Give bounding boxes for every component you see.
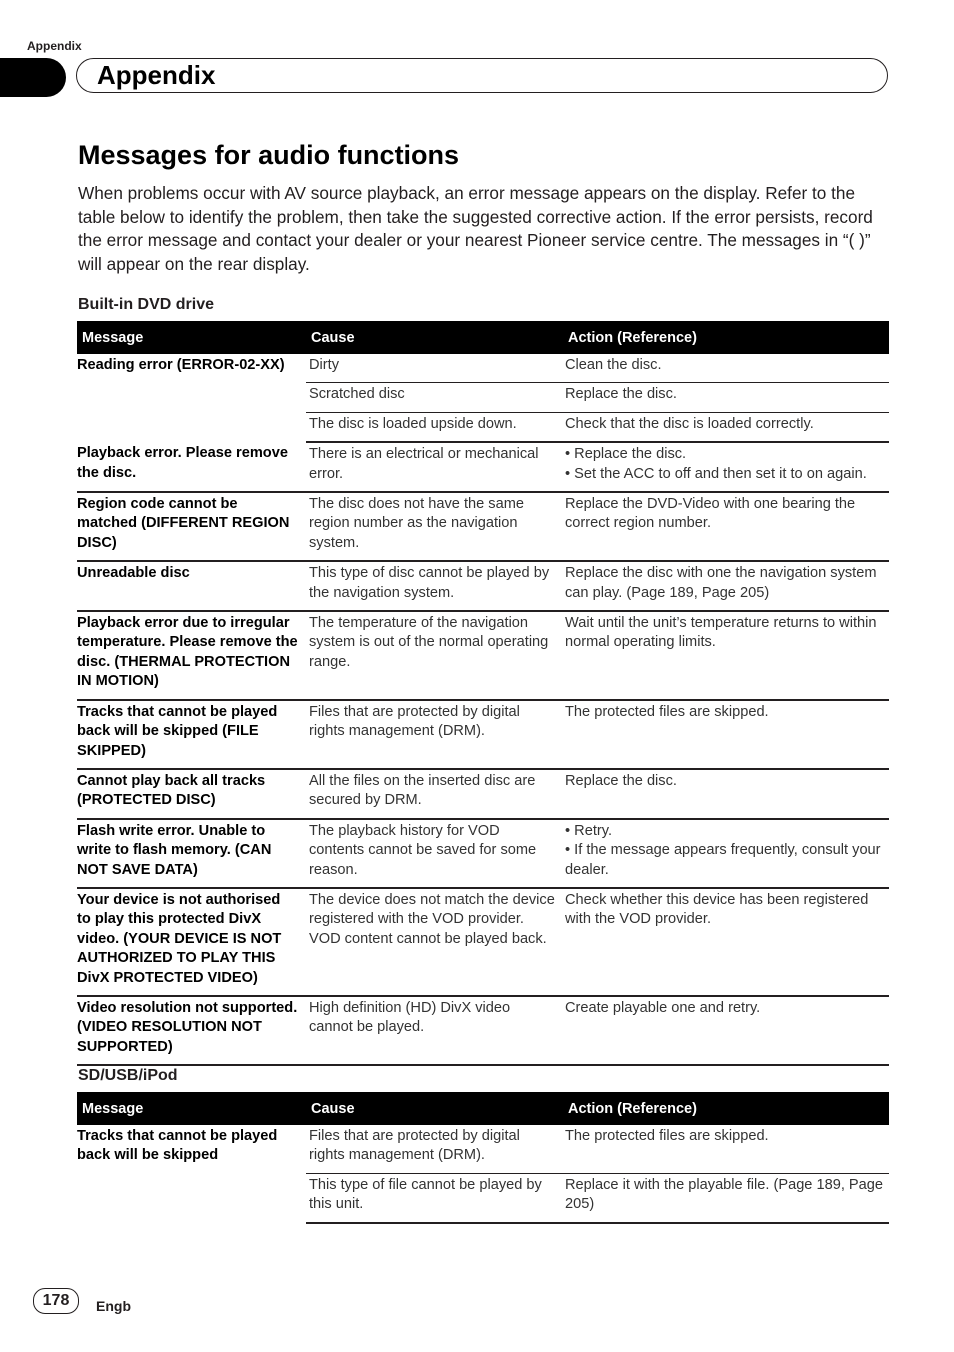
column-header-message: Message: [77, 321, 306, 354]
display-message-code: YOUR DEVICE IS NOT AUTHORIZED TO PLAY THIS DivX PROTECTED VIDEO: [77, 930, 282, 986]
action-item: Replace the disc.: [565, 386, 677, 403]
action-cell: [563, 354, 889, 383]
running-header: Appendix: [27, 39, 82, 53]
message-cell: [77, 1125, 306, 1223]
table-row: [77, 354, 889, 383]
display-message-code: DIFFERENT REGION DISC: [77, 515, 290, 551]
message-text: Playback error. Please remove the disc.: [77, 445, 288, 481]
table-row: [77, 1125, 889, 1173]
cause-cell: This type of disc cannot be played by the navigation system.: [306, 561, 563, 611]
action-item: • Replace the disc.: [565, 446, 687, 463]
action-cell: [563, 1125, 889, 1173]
message-text: Cannot play back all tracks: [77, 772, 266, 789]
section-title: Appendix: [97, 60, 216, 90]
action-item: Replace the DVD-Video with one bearing the correct region number.: [565, 496, 856, 532]
messages-table-dvd: [77, 321, 889, 1066]
column-header-cause: Cause: [306, 321, 563, 354]
message-text: Region code cannot be matched: [77, 496, 238, 532]
message-cell: Flash write error. Unable to write to flash memory. (CAN NOT SAVE DATA): [77, 819, 306, 888]
action-item: Create playable one and retry.: [565, 999, 761, 1016]
action-cell: [563, 442, 889, 492]
action-cell: [563, 561, 889, 611]
message-cell: [77, 561, 306, 611]
action-cell: [563, 1173, 889, 1222]
action-item: The protected files are skipped.: [565, 1128, 769, 1144]
action-item: Clean the disc.: [565, 357, 662, 373]
cause-cell: This type of file cannot be played by this unit.: [306, 1173, 563, 1222]
cause-cell: All the files on the inserted disc are secured by DRM.: [306, 769, 563, 819]
column-header-action: Action (Reference): [563, 321, 889, 354]
display-message-code: VIDEO RESOLUTION NOT SUPPORTED: [77, 1019, 262, 1055]
message-text: Flash write error. Unable to write to flash memory.: [77, 822, 266, 859]
message-text: Your device is not authorised to play this protected DivX video.: [77, 891, 281, 947]
message-text: Tracks that cannot be played back will be skipped: [77, 703, 278, 740]
message-cell: Cannot play back all tracks (PROTECTED DISC): [77, 769, 306, 819]
action-cell: [563, 383, 889, 412]
message-cell: Reading error (ERROR-02-XX): [77, 357, 285, 373]
action-cell: [563, 412, 889, 442]
cause-cell: Files that are protected by digital rights management (DRM).: [306, 700, 563, 769]
section-banner: [76, 58, 888, 93]
action-item: Replace the disc with one the navigation system can play. (Page 189, Page 205): [565, 565, 877, 601]
table-row: [77, 700, 889, 769]
message-cell: Playback error due to irregular temperature. Please remove the disc. (THERMAL PROTECTION IN MOTION): [77, 611, 306, 700]
section-tab-marker: [0, 58, 66, 97]
table-title-sd-usb-ipod: SD/USB/iPod: [78, 1067, 178, 1084]
action-item: Wait until the unit’s temperature returns to within normal operating limits.: [565, 615, 877, 651]
table-row: [77, 769, 889, 819]
cause-cell: Dirty: [306, 354, 563, 383]
message-cell: Tracks that cannot be played back will be skipped (FILE SKIPPED): [77, 700, 306, 769]
table-row: [77, 996, 889, 1065]
table-row: [77, 819, 889, 888]
cause-cell: The temperature of the navigation system is out of the normal operating range.: [306, 611, 563, 700]
action-cell: [563, 996, 889, 1065]
action-cell: [563, 819, 889, 888]
table-row: [77, 492, 889, 561]
display-message-code: THERMAL PROTECTION IN MOTION: [77, 653, 290, 690]
message-cell: Video resolution not supported. (VIDEO RESOLUTION NOT SUPPORTED): [77, 996, 306, 1065]
cause-cell: Files that are protected by digital rights management (DRM).: [306, 1125, 563, 1173]
message-text: Tracks that cannot be played back will be skipped: [77, 1128, 278, 1164]
message-text: Reading error: [77, 357, 173, 373]
action-item: • If the message appears frequently, consult your dealer.: [565, 842, 881, 878]
column-header-action: Action (Reference): [563, 1092, 889, 1125]
column-header-message: Message: [77, 1092, 306, 1125]
message-text: Video resolution not supported.: [77, 999, 298, 1016]
table-row: [77, 611, 889, 700]
cause-cell: The device does not match the device registered with the VOD provider. VOD content cannot be played back.: [306, 888, 563, 996]
action-cell: [563, 769, 889, 819]
action-item: • Set the ACC to off and then set it to on again.: [565, 465, 867, 482]
message-cell: [77, 442, 306, 492]
action-cell: [563, 888, 889, 996]
display-message-code: CAN NOT SAVE DATA: [77, 842, 272, 878]
table-row: [77, 888, 889, 996]
page-number: 178: [33, 1288, 79, 1314]
column-header-cause: Cause: [306, 1092, 563, 1125]
display-message-code: ERROR-02-XX: [181, 357, 280, 373]
cause-cell: The playback history for VOD contents cannot be saved for some reason.: [306, 819, 563, 888]
cause-cell: Scratched disc: [306, 383, 563, 412]
display-message-code: PROTECTED DISC: [81, 792, 211, 809]
messages-table-sd-usb-ipod: [77, 1092, 889, 1224]
action-item: Check whether this device has been registered with the VOD provider.: [565, 891, 869, 928]
action-cell: [563, 611, 889, 700]
table-header-row: [77, 1092, 889, 1125]
message-text: Unreadable disc: [77, 565, 190, 582]
action-cell: [563, 700, 889, 769]
action-item: The protected files are skipped.: [565, 703, 769, 720]
table-row: [77, 561, 889, 611]
intro-paragraph: When problems occur with AV source playback, an error message appears on the display. Refer to the table below to identify the problem, then take the suggested corrective action. If the error persists, record the error message and contact your dealer or your nearest Pioneer service centre. The messages in “( )” will appear on the rear display.: [78, 183, 873, 274]
action-item: Replace the disc.: [565, 772, 677, 789]
message-cell: Your device is not authorised to play this protected DivX video. (YOUR DEVICE IS NOT AUTHORIZED TO PLAY THIS DivX PROTECTED VIDEO): [77, 888, 306, 996]
cause-cell: High definition (HD) DivX video cannot be played.: [306, 996, 563, 1065]
cause-cell: There is an electrical or mechanical error.: [306, 442, 563, 492]
action-item: • Retry.: [565, 822, 613, 839]
cause-cell: The disc is loaded upside down.: [306, 412, 563, 442]
cause-cell: The disc does not have the same region number as the navigation system.: [306, 492, 563, 561]
language-code: Engb: [96, 1298, 131, 1314]
table-header-row: [77, 321, 889, 354]
display-message-code: FILE SKIPPED: [77, 723, 259, 759]
message-text: Playback error due to irregular temperature. Please remove the disc.: [77, 615, 298, 670]
action-cell: [563, 492, 889, 561]
action-item: Replace it with the playable file. (Page 189, Page 205): [565, 1176, 884, 1213]
action-item: Check that the disc is loaded correctly.: [565, 415, 814, 432]
table-title-dvd: Built-in DVD drive: [78, 296, 215, 313]
page-title: Messages for audio functions: [78, 140, 460, 170]
table-row: [77, 442, 889, 492]
message-cell: Region code cannot be matched (DIFFERENT REGION DISC): [77, 492, 306, 561]
